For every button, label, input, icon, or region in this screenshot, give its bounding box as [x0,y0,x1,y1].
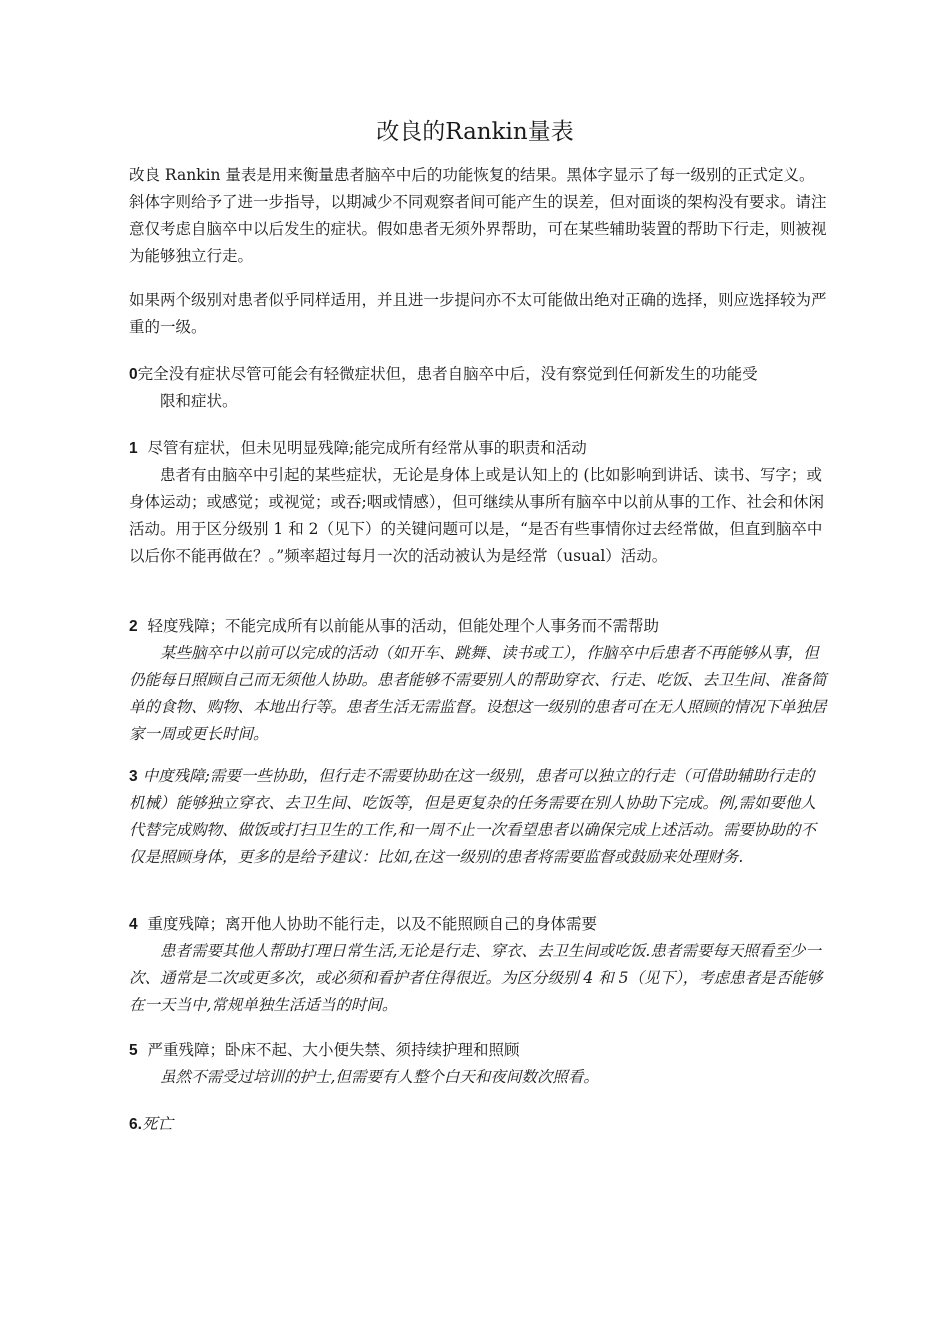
level-heading: 死亡 [141,1115,173,1133]
level-number: 3 [129,768,138,785]
level-number: 0 [129,366,138,383]
intro-paragraph-1: 改良 Rankin 量表是用来衡量患者脑卒中后的功能恢复的结果。黑体字显示了每一级别的正式定义。斜体字则给予了进一步指导，以期减少不同观察者间可能产生的误差，但对面谈的架构没有要求。请注意仅考虑自脑卒中以后发生的症状。假如患者无须外界帮助，可在某些辅助装置的帮助下行走，则被视为能够独立行走。 [129,166,827,265]
level-heading: 完全没有症状尽管可能会有轻微症状但，患者自脑卒中后，没有察觉到任何新发生的功能受 [137,365,758,383]
level-number: 1 [129,440,138,457]
level-number: 2 [129,618,138,635]
level-detail: 限和症状。 [160,392,238,410]
level-6-section [129,1111,827,1138]
page-title: 改良的Rankin量表 [376,119,574,145]
level-number: 5 [129,1042,138,1059]
level-heading: 轻度残障；不能完成所有以前能从事的活动，但能处理个人事务而不需帮助 [147,617,659,635]
level-detail: 患者有由脑卒中引起的某些症状，无论是身体上或是认知上的 (比如影响到讲话、读书、写字；或身体运动；或感觉；或视觉；或吞;咽或情感），但可继续从事所有脑卒中以前从事的工作、社会和休闲活动。用于区分级别 1 和 2（见下）的关键问题可以是，“是否有些事情你过去经常做，但直到脑卒中以后你不能再做在？。”频率超过每月一次的活动被认为是经常（usual）活动。 [129,466,824,565]
intro-paragraph-2: 如果两个级别对患者似乎同样适用，并且进一步提问亦不太可能做出绝对正确的选择，则应选择较为严重的一级。 [129,291,827,336]
level-detail: 患者需要其他人帮助打理日常生活,无论是行走、穿衣、去卫生间或吃饭.患者需要每天照看至少一次、通常是二次或更多次，或必须和看护者住得很近。为区分级别 4 和 5（见下），考虑患者是否能够在一天当中,常规单独生活适当的时间。 [129,942,823,1014]
level-4-section [129,911,827,1019]
level-detail: 虽然不需受过培训的护士,但需要有人整个白天和夜间数次照看。 [160,1068,599,1086]
level-0-section [129,361,827,415]
level-3-section [129,763,827,871]
level-heading: 中度残障;需要一些协助，但行走不需要协助在这一级别，患者可以独立的行走（可借助辅助行走的机械）能够独立穿衣、去卫生间、吃饭等，但是更复杂的任务需要在别人协助下完成。例,需如要他人代替完成购物、做饭或打扫卫生的工作,和一周不止一次看望患者以确保完成上述活动。需要协助的不仅是照顾身体，更多的是给予建议：比如,在这一级别的患者将需要监督或鼓励来处理财务. [129,767,816,866]
level-detail: 某些脑卒中以前可以完成的活动（如开车、跳舞、读书或工），作脑卒中后患者不再能够从事，但仍能每日照顾自己而无须他人协助。患者能够不需要别人的帮助穿衣、行走、吃饭、去卫生间、准备简单的食物、购物、本地出行等。患者生活无需监督。设想这一级别的患者可在无人照顾的情况下单独居家一周或更长时间。 [129,644,827,743]
level-number: 6. [129,1116,142,1133]
level-number: 4 [129,916,138,933]
level-heading: 重度残障；离开他人协助不能行走，以及不能照顾自己的身体需要 [147,915,597,933]
level-1-section [129,435,827,570]
level-2-section [129,613,827,748]
level-heading: 尽管有症状，但未见明显残障;能完成所有经常从事的职责和活动 [147,439,587,457]
level-heading: 严重残障；卧床不起、大小便失禁、须持续护理和照顾 [147,1041,520,1059]
level-5-section [129,1037,827,1091]
